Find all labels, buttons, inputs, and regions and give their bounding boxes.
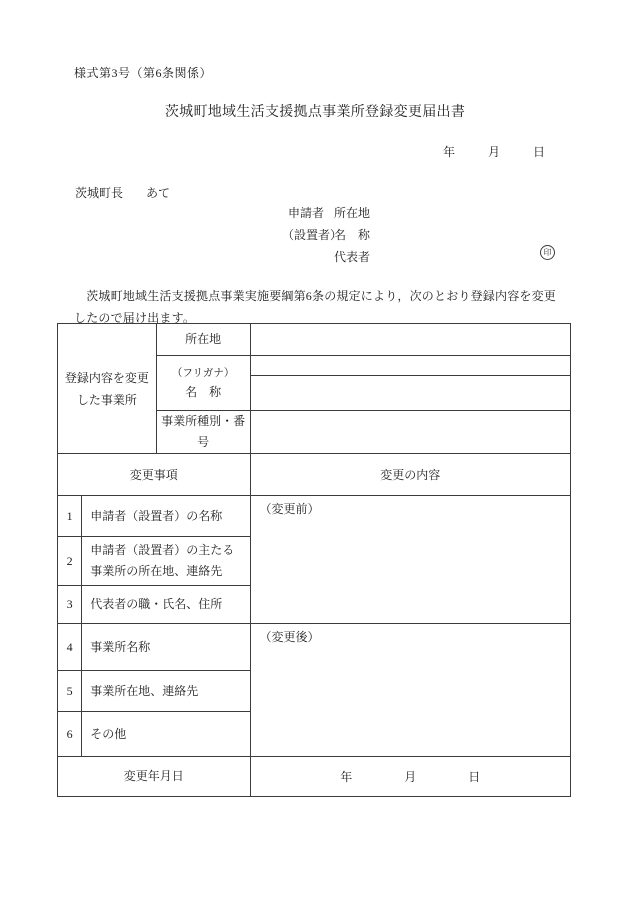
item-2-label-cell: 申請者（設置者）の主たる事業所の所在地、連絡先: [82, 537, 250, 586]
seal-character: 印: [543, 247, 552, 257]
item-3-number-cell: 3: [58, 586, 82, 624]
change-date-value-cell: [250, 757, 571, 797]
change-content-header-cell: 変更の内容: [250, 454, 571, 496]
office-name-value-cell: [250, 376, 571, 411]
change-item-row-4: [58, 624, 571, 671]
item-1-number-cell: 1: [58, 496, 82, 537]
addressee-line: [75, 184, 170, 201]
office-kana-name-label-cell: [156, 356, 250, 411]
office-section-label-cell: 登録内容を変更した事業所: [58, 324, 157, 454]
office-address-label-cell: 所在地: [156, 324, 250, 356]
item-2-number-cell: 2: [58, 537, 82, 586]
date-line: [443, 143, 545, 160]
item-4-label-cell: 事業所名称: [82, 624, 250, 671]
item-4-number-cell: 4: [58, 624, 82, 671]
item-3-label-cell: 代表者の職・氏名、住所: [82, 586, 250, 624]
date-day-label: 日: [533, 145, 546, 159]
applicant-installer-label: （設置者）: [282, 228, 343, 242]
office-kana-label: （フリガナ）: [171, 367, 235, 379]
change-items-header-cell: 変更事項: [58, 454, 251, 496]
office-type-label-cell: 事業所種別・番号: [156, 411, 250, 454]
seal-icon: [540, 245, 555, 260]
item-5-label-cell: 事業所在地、連絡先: [82, 671, 250, 712]
applicant-address-label: 所在地: [334, 206, 371, 220]
office-address-value-cell: [250, 324, 571, 356]
addressee-suffix: あて: [146, 186, 171, 200]
change-before-cell: （変更前）: [250, 496, 571, 624]
item-1-label-cell: 申請者（設置者）の名称: [82, 496, 250, 537]
item-6-number-cell: 6: [58, 712, 82, 757]
body-line-2: したので届け出ます。: [74, 311, 196, 325]
change-header-row: [58, 454, 571, 496]
office-address-row: [58, 324, 571, 356]
change-date-row: [58, 757, 571, 797]
change-item-row-1: [58, 496, 571, 537]
change-date-fields: [251, 768, 571, 785]
date-month-label: 月: [488, 145, 501, 159]
body-line-1: 茨城町地域生活支援拠点事業実施要綱第6条の規定により，次のとおり登録内容を変更: [74, 289, 557, 303]
date-year-label: 年: [443, 145, 456, 159]
applicant-name-label: 名 称: [334, 228, 371, 242]
form-number: 様式第3号（第6条関係）: [74, 66, 213, 80]
change-date-month-label: 月: [404, 770, 417, 784]
change-date-day-label: 日: [468, 770, 481, 784]
registration-change-table: [57, 323, 571, 797]
applicant-representative-label: 代表者: [334, 250, 371, 264]
change-date-year-label: 年: [340, 770, 353, 784]
item-6-label-cell: その他: [82, 712, 250, 757]
applicant-label: 申請者: [288, 206, 325, 220]
office-type-value-cell: [250, 411, 571, 454]
addressee-name: 茨城町長: [75, 186, 124, 200]
office-name-label: 名 称: [185, 384, 222, 399]
change-after-cell: （変更後）: [250, 624, 571, 757]
item-5-number-cell: 5: [58, 671, 82, 712]
form-title: 茨城町地域生活支援拠点事業所登録変更届出書: [164, 105, 466, 120]
office-kana-value-cell: [250, 356, 571, 376]
change-date-label-cell: 変更年月日: [58, 757, 251, 797]
